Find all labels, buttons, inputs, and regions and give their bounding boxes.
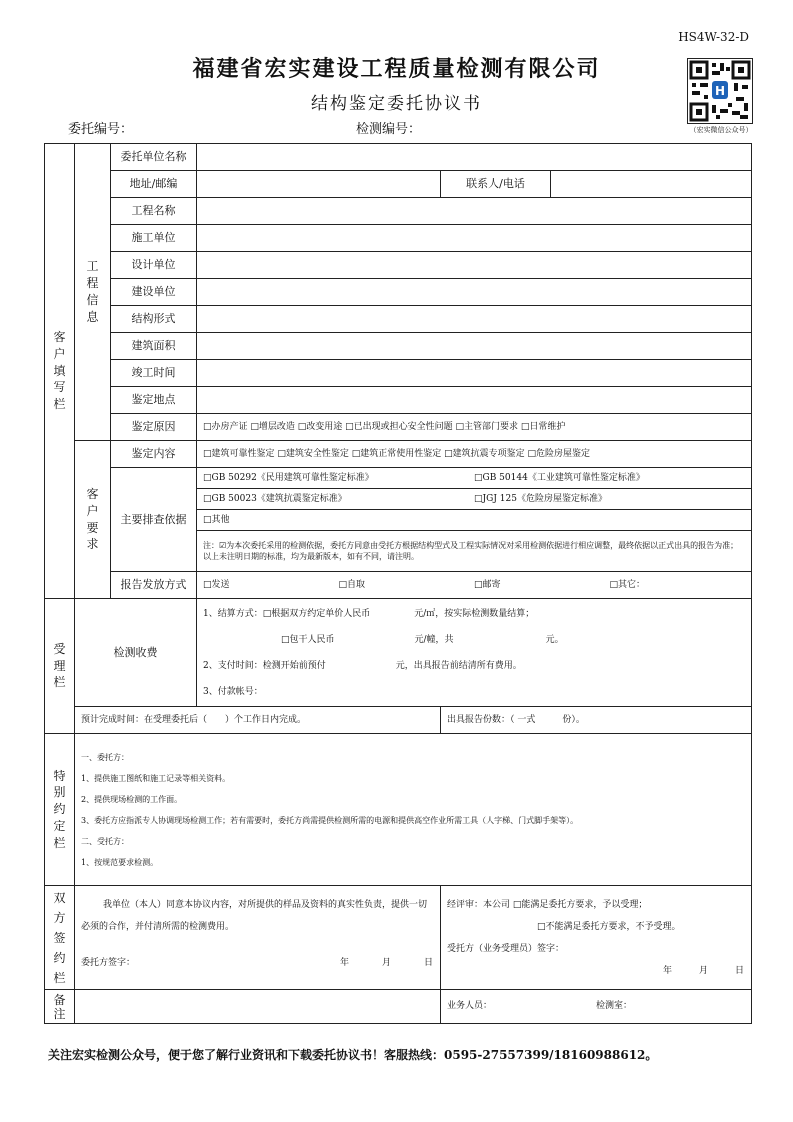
special-term-5: 二、受托方： <box>81 836 129 846</box>
acceptance-section-label: 受 理 栏 <box>45 599 75 734</box>
completion-time-field[interactable] <box>197 360 752 387</box>
form-title: 结构鉴定委托协议书 <box>311 94 482 114</box>
delivery-self[interactable]: □自取 <box>338 579 366 590</box>
fee-account: 3、付款帐号： <box>203 686 263 697</box>
remarks-section-label: 备 注 <box>45 990 75 1024</box>
location-label: 鉴定地点 <box>111 387 197 414</box>
remarks-field[interactable] <box>75 990 441 1024</box>
special-term-6: 1、按规范要求检测。 <box>81 857 159 867</box>
business-staff-label: 业务人员： <box>447 1001 493 1012</box>
owner-unit-field[interactable] <box>197 279 752 306</box>
special-term-3: 2、提供现场检测的工作面。 <box>81 794 183 804</box>
fee-settlement: 1、结算方式：□根据双方约定单价人民币 <box>203 608 371 619</box>
basis-note: 注：☑为本次委托采用的检测依据，委托方同意由受托方根据结构型式及工程实际情况对采用检测依据进行相应调整，最终依据以正式出具的报告为准；以上未注明日期的标准，均为最新版本，如有不同，请注明。 <box>197 531 752 572</box>
building-area-label: 建筑面积 <box>111 333 197 360</box>
delivery-send[interactable]: □发送 <box>203 579 230 590</box>
content-label: 鉴定内容 <box>111 441 197 468</box>
footer-notice: 关注宏实检测公众号，便于您了解行业资讯和下载委托协议书！客服热线：0595-27557399/18160988612。 <box>48 1048 658 1062</box>
expected-completion: 预计完成时间：在受理委托后（ ）个工作日内完成。 <box>75 707 441 734</box>
report-delivery-label: 报告发放方式 <box>111 572 197 599</box>
doc-code: HS4W-32-D <box>678 30 749 44</box>
customer-section-label: 客 户 填 写 栏 <box>45 144 75 599</box>
report-copies: 出具报告份数：（ 一式 份）。 <box>441 707 752 734</box>
basis-jgj125[interactable]: □JGJ 125《危险房屋鉴定标准》 <box>474 493 607 504</box>
company-title: 福建省宏实建设工程质量检测有限公司 <box>192 56 601 82</box>
contact-label: 联系人/电话 <box>441 171 551 198</box>
svg-text:H: H <box>714 84 726 98</box>
sign-section-label: 双 方 签 约 栏 <box>45 886 75 990</box>
structure-type-field[interactable] <box>197 306 752 333</box>
basis-label: 主要排查依据 <box>111 468 197 572</box>
client-statement: 我单位（本人）同意本协议内容，对所提供的样品及资料的真实性负责，提供一切必须的合作，并付清所需的检测费用。 <box>81 900 428 932</box>
client-name-field[interactable] <box>197 144 752 171</box>
qr-code[interactable] <box>687 58 753 124</box>
contact-field[interactable] <box>551 171 752 198</box>
project-name-label: 工程名称 <box>111 198 197 225</box>
client-name-label: 委托单位名称 <box>111 144 197 171</box>
address-label: 地址/邮编 <box>111 171 197 198</box>
test-no-label: 检测编号： <box>356 122 422 137</box>
delivery-mail[interactable]: □邮寄 <box>474 579 501 590</box>
special-term-4: 3、委托方应指派专人协调现场检测工作；若有需要时，委托方尚需提供检测所需的电源和提供高空作业所需工具（人字梯、门式脚手架等）。 <box>81 815 579 825</box>
qr-caption: （宏实微信公众号） <box>689 126 753 134</box>
reason-label: 鉴定原因 <box>111 414 197 441</box>
client-sign-label: 委托方签字： <box>81 958 136 968</box>
fee-payment-time: 2、支付时间：检测开始前预付 <box>203 660 326 671</box>
agreement-form: 客 户 填 写 栏 工 程 信 息 委托单位名称 地址/邮编 联系人/电话 工程名称 施工单位 设计单位 建设单位 结构形式 建筑面积 竣工时间 鉴定地点 鉴定原因 □办房产证 □增层改造 □改变用途 □已出现或担心安全性问题 □主管部门要求 □日常维护 客 户 要 求 鉴定内容 □建筑可靠性鉴定 □建筑安全性鉴定 □建筑正常使用性鉴定 □建筑抗震专项鉴定 □危险房屋鉴定 主要排查依据 □GB 50292《民用建筑可靠性鉴定标准》 □GB 50144《工业建筑可靠性鉴定标准》 □GB 50023《建筑抗震鉴定标准》 □JGJ 125《危险房屋鉴定标准》 □其他 注：☑为本次委托采用的检测依据，委托方同意由受托方根据结构型式及工程实际情况对采用检测依据进行相应调整，最终依据以正式出具的报告为准；以上未注明日期的标准，均为最新版本，如有不同，请注明。 报告发放方式 □发送 □自取 □邮寄 □其它： 受 理 栏 检测收费 1、结算方式：□根据双方约定单价人民币 元/㎡，按实际检测数量结算； □包干人民币 元/幢，共 元。 2、支付时间：检测开始前预付 元，出具报告前结清所有费用。 3、付款帐号： 预计完成时间：在受理委托后（ ）个工作日内完成。 出具报告份数：（ 一式 份）。 特 别 约 定 栏 一、委托方： 1、提供施工图纸和施工记录等相关资料。 2、提供现场检测的工作面。 3、委托方应指派专人协调现场检测工作；若有需要时，委托方尚需提供检测所需的电源和提供高空作业所需工具（人字梯、门式脚手架等）。 二、受托方： 1、按规范要求检测。 双 方 签 约 栏 我单位（本人）同意本协议内容，对所提供的样品及资料的真实性负责，提供一切必须的合作，并付清所需的检测费用。 委托方签字： 年 月 日 经评审：本公司 □能满足委托方要求，予以受理； □不能满足委托方要求，不予受理。 受托方（业务受理员）签字： 年 月 日 备 注 业务人员： 检测室： <box>44 143 752 1024</box>
construction-unit-label: 施工单位 <box>111 225 197 252</box>
location-field[interactable] <box>197 387 752 414</box>
fee-label: 检测收费 <box>75 599 197 707</box>
lab-label: 检测室： <box>596 1001 633 1012</box>
special-term-2: 1、提供施工图纸和施工记录等相关资料。 <box>81 773 231 783</box>
construction-unit-field[interactable] <box>197 225 752 252</box>
customer-requirement-label: 客 户 要 求 <box>75 441 111 599</box>
project-name-field[interactable] <box>197 198 752 225</box>
completion-time-label: 竣工时间 <box>111 360 197 387</box>
fee-lump-sum: □包干人民币 <box>281 634 335 645</box>
content-options[interactable]: □建筑可靠性鉴定 □建筑安全性鉴定 □建筑正常使用性鉴定 □建筑抗震专项鉴定 □危险房屋鉴定 <box>197 441 752 468</box>
basis-gb50292[interactable]: □GB 50292《民用建筑可靠性鉴定标准》 <box>203 472 374 483</box>
design-unit-field[interactable] <box>197 252 752 279</box>
review-reject[interactable]: □不能满足委托方要求，不予受理。 <box>537 922 681 932</box>
reason-options[interactable]: □办房产证 □增层改造 □改变用途 □已出现或担心安全性问题 □主管部门要求 □日常维护 <box>197 414 752 441</box>
structure-type-label: 结构形式 <box>111 306 197 333</box>
special-term-1: 一、委托方： <box>81 752 129 762</box>
design-unit-label: 设计单位 <box>111 252 197 279</box>
entrust-no-label: 委托编号： <box>68 122 134 137</box>
basis-gb50144[interactable]: □GB 50144《工业建筑可靠性鉴定标准》 <box>474 472 645 483</box>
special-section-label: 特 别 约 定 栏 <box>45 734 75 886</box>
building-area-field[interactable] <box>197 333 752 360</box>
basis-other[interactable]: □其他 <box>197 510 752 531</box>
basis-gb50023[interactable]: □GB 50023《建筑抗震鉴定标准》 <box>203 493 347 504</box>
owner-unit-label: 建设单位 <box>111 279 197 306</box>
accepter-sign-label: 受托方（业务受理员）签字： <box>447 944 565 954</box>
review-accept[interactable]: 经评审：本公司 □能满足委托方要求，予以受理； <box>447 900 648 910</box>
address-field[interactable] <box>197 171 441 198</box>
project-info-label: 工 程 信 息 <box>75 144 111 441</box>
delivery-other[interactable]: □其它： <box>609 579 646 590</box>
